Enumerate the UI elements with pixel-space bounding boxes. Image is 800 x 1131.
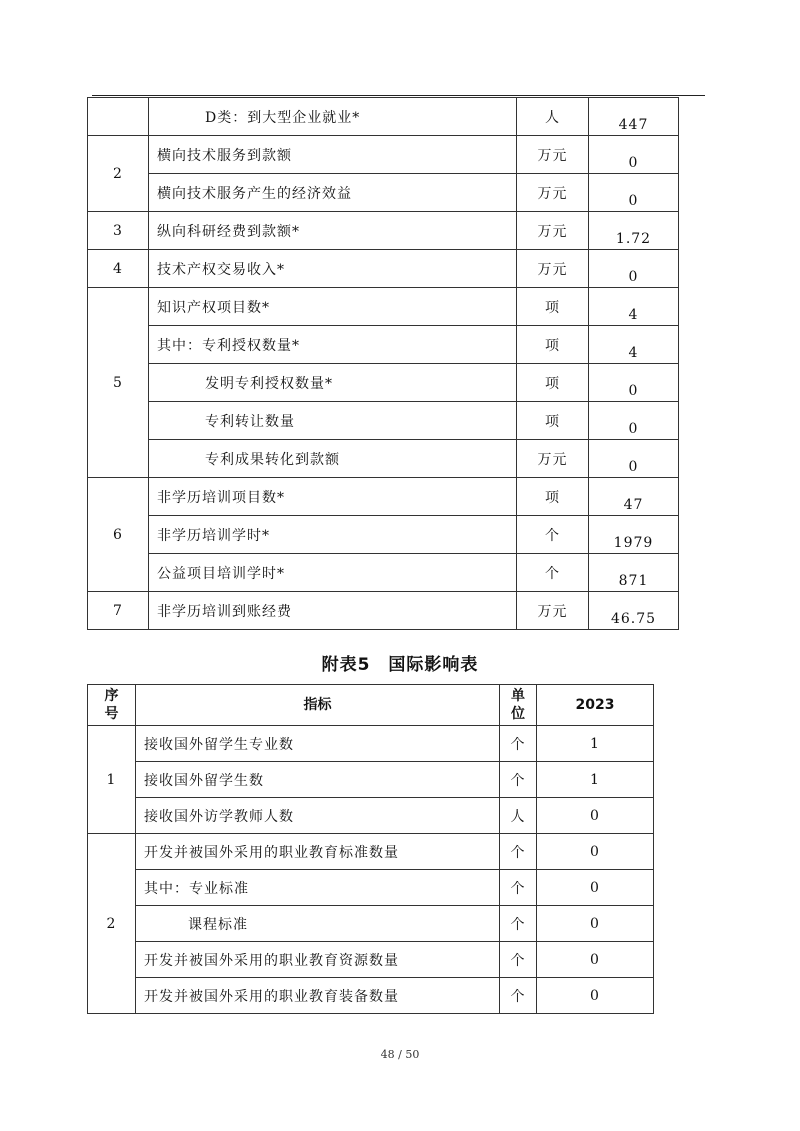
unit-cell: 个 <box>500 870 537 906</box>
value-cell: 0 <box>589 250 679 288</box>
unit-cell: 项 <box>517 326 589 364</box>
indicator-cell: 技术产权交易收入* <box>149 250 517 288</box>
unit-cell: 万元 <box>517 174 589 212</box>
table-row <box>88 978 654 1014</box>
table-innovation-service <box>87 97 679 630</box>
row-number-cell: 7 <box>88 592 149 630</box>
table-row <box>88 212 679 250</box>
unit-cell: 个 <box>500 906 537 942</box>
unit-cell: 个 <box>500 942 537 978</box>
table-row <box>88 174 679 212</box>
value-cell: 0 <box>589 364 679 402</box>
row-number-cell: 4 <box>88 250 149 288</box>
table-international-influence <box>87 684 654 1014</box>
table-row <box>88 98 679 136</box>
indicator-cell: 纵向科研经费到款额* <box>149 212 517 250</box>
unit-cell: 项 <box>517 402 589 440</box>
value-cell: 1.72 <box>589 212 679 250</box>
indicator-cell: 接收国外留学生专业数 <box>136 726 500 762</box>
indicator-cell: 专利成果转化到款额 <box>149 440 517 478</box>
unit-cell: 项 <box>517 288 589 326</box>
indicator-cell: 知识产权项目数* <box>149 288 517 326</box>
indicator-cell: 开发并被国外采用的职业教育资源数量 <box>136 942 500 978</box>
unit-cell: 万元 <box>517 592 589 630</box>
unit-cell: 人 <box>500 798 537 834</box>
table-row <box>88 478 679 516</box>
row-number-cell <box>88 98 149 136</box>
value-cell: 0 <box>537 798 654 834</box>
value-cell: 0 <box>589 136 679 174</box>
table-row <box>88 364 679 402</box>
unit-cell: 个 <box>517 516 589 554</box>
indicator-cell: D类：到大型企业就业* <box>149 98 517 136</box>
table-row <box>88 870 654 906</box>
unit-cell: 项 <box>517 364 589 402</box>
indicator-cell: 其中：专业标准 <box>136 870 500 906</box>
value-cell: 1 <box>537 762 654 798</box>
table-row <box>88 726 654 762</box>
value-cell: 871 <box>589 554 679 592</box>
unit-cell: 个 <box>500 726 537 762</box>
indicator-cell: 非学历培训项目数* <box>149 478 517 516</box>
unit-cell: 万元 <box>517 250 589 288</box>
row-number-cell: 1 <box>88 726 136 834</box>
unit-cell: 万元 <box>517 212 589 250</box>
value-cell: 46.75 <box>589 592 679 630</box>
unit-cell: 万元 <box>517 136 589 174</box>
value-cell: 0 <box>589 402 679 440</box>
indicator-cell: 专利转让数量 <box>149 402 517 440</box>
value-cell: 4 <box>589 326 679 364</box>
value-cell: 0 <box>537 870 654 906</box>
value-cell: 0 <box>589 174 679 212</box>
table-row <box>88 288 679 326</box>
value-cell: 47 <box>589 478 679 516</box>
top-rule <box>92 95 705 96</box>
value-cell: 4 <box>589 288 679 326</box>
value-cell: 0 <box>589 440 679 478</box>
indicator-cell: 开发并被国外采用的职业教育装备数量 <box>136 978 500 1014</box>
table-row <box>88 798 654 834</box>
table-row <box>88 250 679 288</box>
value-cell: 0 <box>537 834 654 870</box>
unit-cell: 项 <box>517 478 589 516</box>
row-number-cell: 2 <box>88 136 149 212</box>
indicator-cell: 横向技术服务到款额 <box>149 136 517 174</box>
indicator-cell: 开发并被国外采用的职业教育标准数量 <box>136 834 500 870</box>
indicator-cell: 横向技术服务产生的经济效益 <box>149 174 517 212</box>
unit-cell: 个 <box>500 978 537 1014</box>
unit-cell: 个 <box>517 554 589 592</box>
table-row <box>88 136 679 174</box>
row-number-cell: 6 <box>88 478 149 592</box>
indicator-cell: 公益项目培训学时* <box>149 554 517 592</box>
table-row <box>88 554 679 592</box>
table-row <box>88 942 654 978</box>
indicator-cell: 课程标准 <box>136 906 500 942</box>
row-number-cell: 2 <box>88 834 136 1014</box>
value-cell: 0 <box>537 906 654 942</box>
table-row <box>88 762 654 798</box>
value-cell: 0 <box>537 942 654 978</box>
row-number-cell: 5 <box>88 288 149 478</box>
header-no: 序号 <box>88 685 136 726</box>
indicator-cell: 接收国外访学教师人数 <box>136 798 500 834</box>
unit-cell: 万元 <box>517 440 589 478</box>
table-row <box>88 516 679 554</box>
unit-cell: 个 <box>500 762 537 798</box>
table-row <box>88 326 679 364</box>
table-row <box>88 592 679 630</box>
unit-cell: 个 <box>500 834 537 870</box>
value-cell: 0 <box>537 978 654 1014</box>
header-unit: 单位 <box>500 685 537 726</box>
header-indicator: 指标 <box>136 685 500 726</box>
indicator-cell: 非学历培训到账经费 <box>149 592 517 630</box>
table-caption: 附表5 国际影响表 <box>321 655 479 675</box>
table-row <box>88 402 679 440</box>
indicator-cell: 接收国外留学生数 <box>136 762 500 798</box>
unit-cell: 人 <box>517 98 589 136</box>
table-row <box>88 440 679 478</box>
value-cell: 1 <box>537 726 654 762</box>
row-number-cell: 3 <box>88 212 149 250</box>
page-number: 48 / 50 <box>380 1048 420 1061</box>
value-cell: 447 <box>589 98 679 136</box>
indicator-cell: 发明专利授权数量* <box>149 364 517 402</box>
table-row <box>88 906 654 942</box>
indicator-cell: 非学历培训学时* <box>149 516 517 554</box>
header-year: 2023 <box>537 685 654 726</box>
table-row <box>88 834 654 870</box>
table-header-row <box>88 685 654 726</box>
indicator-cell: 其中：专利授权数量* <box>149 326 517 364</box>
value-cell: 1979 <box>589 516 679 554</box>
